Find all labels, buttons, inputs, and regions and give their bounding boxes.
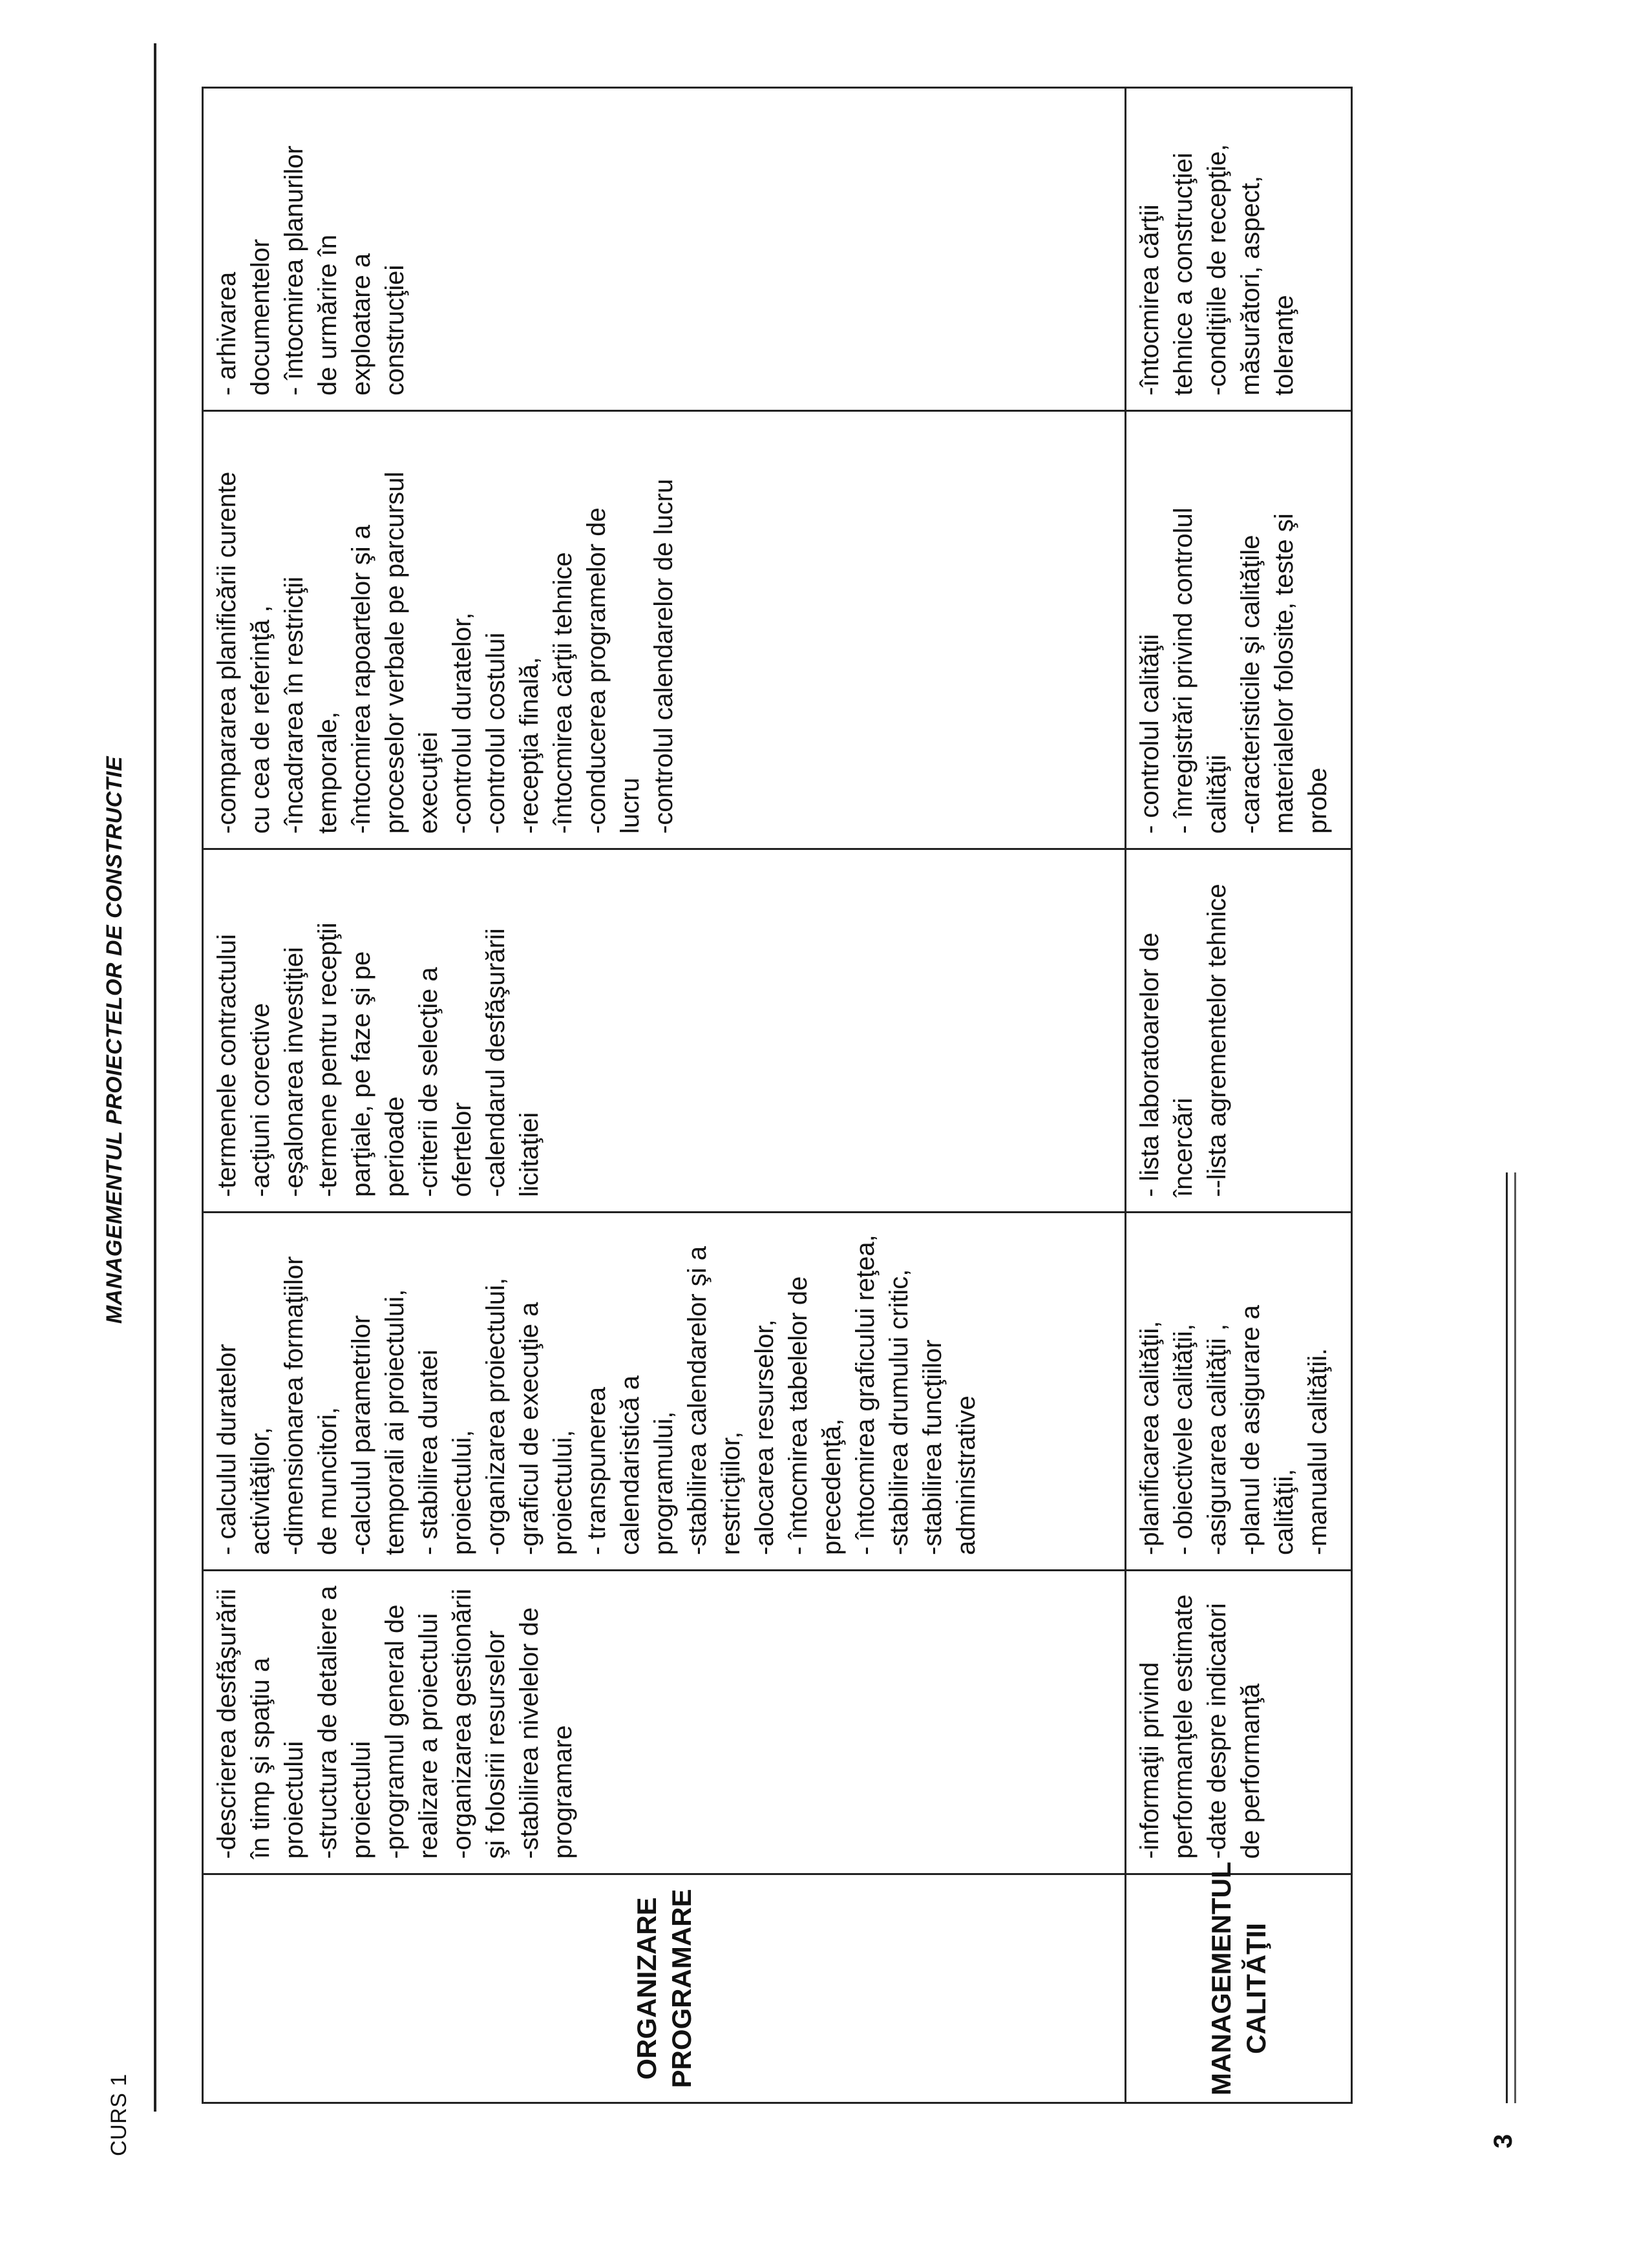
cell-line: - întocmirea tabelelor de xyxy=(784,1276,812,1555)
cell-line: - arhivarea xyxy=(213,271,241,396)
header-divider xyxy=(154,43,156,2112)
cell-line: -întocmirea rapoartelor şi a xyxy=(347,525,375,834)
cell-line: realizare a proiectului xyxy=(414,1613,443,1859)
cell-line: proiectului xyxy=(280,1741,308,1859)
cell-line: - calculul duratelor xyxy=(213,1344,241,1555)
cell-line: -criterii de selecţie a xyxy=(414,967,443,1197)
page-number: 3 xyxy=(1489,2134,1517,2148)
cell-line: -descrierea desfăşurării xyxy=(213,1589,241,1859)
table-cell xyxy=(203,411,1126,849)
cell-line: -calendarul desfăşurării xyxy=(481,928,510,1197)
cell-line: - întocmirea graficului reţea, xyxy=(851,1235,880,1555)
cell-line: -manualul calităţii. xyxy=(1304,1348,1332,1555)
cell-line: -stabilirea calendarelor şi a xyxy=(683,1245,712,1555)
table-row-organizare xyxy=(203,88,1126,2103)
cell-text xyxy=(210,419,681,834)
cell-line: licitaţiei xyxy=(515,1112,544,1197)
cell-line: - stabilirea duratei xyxy=(414,1350,443,1555)
cell-line: -graficul de execuţie a xyxy=(515,1302,544,1555)
table-cell xyxy=(203,849,1126,1213)
cell-line: -planul de asigurare a xyxy=(1236,1305,1265,1555)
cell-line: -calculul parametrilor xyxy=(347,1315,375,1555)
cell-line: -caracteristicile şi calităţile xyxy=(1236,535,1265,834)
cell-line: activităţilor, xyxy=(246,1427,275,1555)
cell-line: calităţii xyxy=(1203,754,1231,834)
cell-line: -controlul costului xyxy=(481,632,510,834)
cell-line: - înregistrări privind controlul xyxy=(1169,507,1198,834)
cell-line: --lista agrementelor tehnice xyxy=(1203,884,1231,1197)
cell-text xyxy=(1133,96,1301,396)
section-organizare-programare: ORGANIZARE PROGRAMARE xyxy=(203,1874,1126,2103)
cell-line: programare xyxy=(549,1725,577,1859)
cell-line: -controlul duratelor, xyxy=(448,612,476,834)
cell-text xyxy=(1133,1221,1335,1555)
cell-line: proiectului xyxy=(347,1741,375,1859)
cell-line: -programul general de xyxy=(381,1604,409,1859)
table-cell xyxy=(203,1213,1126,1571)
cell-line: şi folosirii resurselor xyxy=(481,1630,510,1859)
page-header-title: MANAGEMENTUL PROIECTELOR DE CONSTRUCTIE xyxy=(102,756,127,1324)
table-row-calitate xyxy=(1126,88,1352,2103)
table-cell xyxy=(1126,1571,1352,1874)
cell-line: -organizarea gestionării xyxy=(448,1588,476,1859)
cell-line: cu cea de referinţă , xyxy=(246,605,275,834)
cell-line: restricţiilor, xyxy=(717,1431,745,1555)
cell-line: ofertelor xyxy=(448,1102,476,1197)
cell-line: -eşalonarea investiţiei xyxy=(280,947,308,1197)
table-cell xyxy=(203,88,1126,411)
cell-line: -stabilirea nivelelor de xyxy=(515,1607,544,1859)
cell-line: -asigurarea calităţii , xyxy=(1203,1324,1231,1555)
cell-line: -controlul calendarelor de lucru xyxy=(650,478,678,834)
cell-line: în timp şi spaţiu a xyxy=(246,1657,275,1859)
cell-line: construcţiei xyxy=(381,264,409,396)
cell-line: -stabilirea drumului critic, xyxy=(885,1269,913,1555)
cell-line: tehnice a construcţiei xyxy=(1169,153,1198,396)
cell-line: -acţiuni corective xyxy=(246,1002,275,1197)
cell-line: - obiectivele calităţii, xyxy=(1169,1324,1198,1555)
cell-line: materialelor folosite, teste şi xyxy=(1270,513,1298,834)
cell-line: -organizarea proiectului, xyxy=(481,1277,510,1555)
course-label: CURS 1 xyxy=(107,2073,131,2156)
cell-line: de muncitori, xyxy=(313,1407,342,1555)
cell-line: administrative xyxy=(952,1395,980,1555)
cell-text xyxy=(210,1579,580,1859)
cell-line: -recepţia finală, xyxy=(515,657,544,834)
cell-line: măsurători, aspect, xyxy=(1236,175,1265,396)
cell-line: temporale, xyxy=(313,712,342,834)
cell-line: -alocarea resurselor, xyxy=(750,1319,779,1555)
section-managementul-calitatii: MANAGEMENTUL CALITĂŢII xyxy=(1126,1874,1352,2103)
table-cell xyxy=(1126,1213,1352,1571)
cell-line: - transpunerea xyxy=(582,1386,611,1555)
cell-line: lucru xyxy=(616,778,644,834)
cell-line: de performanţă xyxy=(1236,1683,1265,1859)
cell-line: -date despre indicatori xyxy=(1203,1603,1231,1859)
cell-line: proiectului, xyxy=(549,1430,577,1555)
cell-text xyxy=(210,1221,983,1555)
cell-text xyxy=(1133,858,1234,1197)
cell-line: -compararea planificării curente xyxy=(213,471,241,834)
management-table xyxy=(202,87,1353,2104)
cell-line: execuţiei xyxy=(414,732,443,834)
cell-text xyxy=(1133,419,1335,834)
table-cell xyxy=(1126,88,1352,411)
cell-line: -întocmirea cărţii xyxy=(1136,204,1164,396)
cell-line: calendaristică a xyxy=(616,1375,644,1555)
footer-divider xyxy=(1506,1172,1516,2103)
cell-line: perioade xyxy=(381,1096,409,1197)
cell-text xyxy=(210,858,546,1197)
cell-line: temporali ai proiectului, xyxy=(381,1289,409,1555)
table-cell xyxy=(1126,849,1352,1213)
table-cell xyxy=(1126,411,1352,849)
cell-line: -conducerea programelor de xyxy=(582,507,611,834)
cell-line: -informaţii privind xyxy=(1136,1662,1164,1859)
cell-line: documentelor xyxy=(246,238,275,396)
cell-text xyxy=(210,96,412,396)
cell-line: -termene pentru recepţii xyxy=(313,922,342,1197)
cell-line: calităţii, xyxy=(1270,1468,1298,1555)
cell-line: probe xyxy=(1304,767,1332,834)
cell-line: performanţele estimate xyxy=(1169,1594,1198,1859)
cell-line: precedenţă, xyxy=(818,1418,846,1555)
cell-line: -planificarea calităţii, xyxy=(1136,1320,1164,1555)
table-cell xyxy=(203,1571,1126,1874)
cell-line: de urmărire în xyxy=(313,235,342,396)
cell-line: toleranţe xyxy=(1270,295,1298,396)
cell-line: -structura de detaliere a xyxy=(313,1585,342,1859)
cell-line: - lista laboratoarelor de xyxy=(1136,932,1164,1197)
cell-line: exploatare a xyxy=(347,253,375,396)
cell-line: -stabilirea funcţiilor xyxy=(918,1339,947,1555)
cell-line: încercări xyxy=(1169,1097,1198,1197)
cell-line: -încadrarea în restricţii xyxy=(280,577,308,834)
cell-line: proiectului, xyxy=(448,1430,476,1555)
cell-line: programului, xyxy=(650,1411,678,1555)
cell-line: -întocmirea cărţii tehnice xyxy=(549,552,577,834)
cell-line: -condiţiile de recepţie, xyxy=(1203,143,1231,396)
cell-line: - controlul calităţii xyxy=(1136,633,1164,834)
cell-line: proceselor verbale pe parcursul xyxy=(381,471,409,834)
cell-line: -dimensionarea formaţiilor xyxy=(280,1256,308,1555)
cell-line: -termenele contractului xyxy=(213,934,241,1197)
cell-line: - întocmirea planurilor xyxy=(280,145,308,396)
cell-line: parţiale, pe faze şi pe xyxy=(347,951,375,1197)
cell-text xyxy=(1133,1579,1267,1859)
